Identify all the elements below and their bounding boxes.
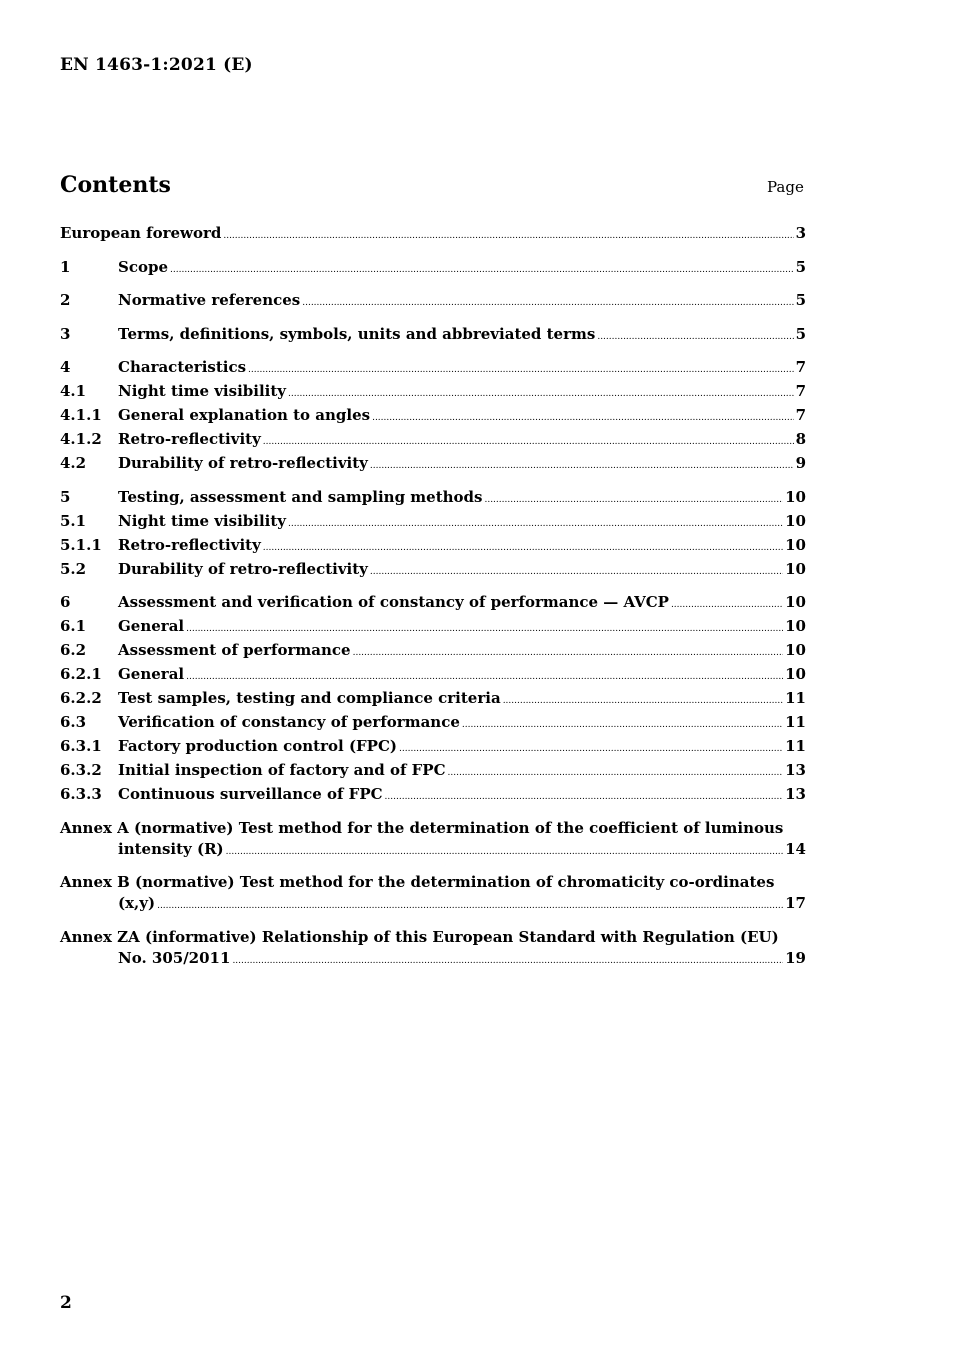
toc-entry[interactable] [60, 223, 806, 247]
toc-entry-number: 4.2 [60, 454, 87, 472]
toc-leader-dots [597, 324, 793, 348]
toc-entry[interactable] [60, 712, 806, 736]
toc-entry-number: 5 [60, 487, 71, 506]
toc-leader-dots [248, 357, 794, 381]
toc-entry-page: 19 [785, 948, 806, 967]
toc-entry-title: Durability of retro-reflectivity [118, 454, 368, 472]
toc-entry[interactable] [60, 592, 806, 616]
toc-entry[interactable] [60, 453, 806, 477]
toc-entry-title: Durability of retro-reflectivity [118, 559, 368, 578]
toc-entry-number: 5.1 [60, 511, 87, 530]
toc-entry[interactable] [60, 429, 806, 453]
toc-leader-dots [157, 893, 783, 917]
toc-entry-number: 6.3.1 [60, 737, 102, 755]
toc-entry-number: 6.1 [60, 617, 87, 635]
toc-entry-title: Continuous surveillance of FPC [118, 785, 383, 803]
toc-annex-title-line1: Annex ZA (informative) Relationship of this European Standard with Regulation (EU) [60, 927, 779, 946]
toc-leader-dots [232, 948, 783, 972]
toc-entry-page: 10 [785, 641, 806, 659]
toc-entry-page: 10 [785, 617, 806, 635]
toc-entry-number: 2 [60, 291, 71, 309]
toc-leader-dots [226, 839, 783, 863]
toc-entry-title: Night time visibility [118, 382, 287, 400]
toc-leader-dots [186, 664, 783, 688]
toc-annex-title-line2: No. 305/2011 [118, 948, 231, 967]
toc-annex-title-line2: (x,y) [118, 894, 156, 912]
toc-leader-dots [186, 616, 783, 640]
toc-entry-page: 13 [785, 761, 806, 779]
toc-annex-entry[interactable] [60, 818, 806, 863]
toc-entry-number: 1 [60, 257, 71, 276]
toc-entry-page: 11 [785, 713, 806, 731]
toc-entry-page: 3 [795, 224, 806, 242]
toc-entry-title: Scope [118, 257, 169, 276]
toc-leader-dots [484, 487, 783, 511]
toc-entry-number: 3 [60, 324, 71, 343]
toc-entry-title: Retro-reflectivity [118, 430, 261, 448]
toc-leader-dots [372, 405, 793, 429]
toc-leader-dots [170, 257, 794, 281]
toc-leader-dots [370, 453, 794, 477]
toc-entry-number: 6.2.1 [60, 665, 102, 683]
toc-entry-number: 6.3.2 [60, 761, 102, 779]
toc-entry[interactable] [60, 688, 806, 712]
toc-leader-dots [462, 712, 783, 736]
toc-entry[interactable] [60, 381, 806, 405]
toc-entry-page: 9 [795, 454, 806, 472]
toc-entry-page: 11 [785, 689, 806, 707]
toc-entry-title: General [118, 665, 185, 683]
toc-entry-title: Initial inspection of factory and of FPC [118, 761, 446, 779]
toc-entry-number: 4.1.1 [60, 406, 102, 424]
toc-leader-dots [353, 640, 784, 664]
toc-leader-dots [503, 688, 783, 712]
toc-entry[interactable] [60, 640, 806, 664]
toc-entry[interactable] [60, 405, 806, 429]
toc-leader-dots [399, 736, 783, 760]
toc-entry[interactable] [60, 616, 806, 640]
toc-entry-number: 5.2 [60, 559, 87, 578]
toc-entry-number: 6.3 [60, 713, 87, 731]
toc-entry-page: 10 [785, 665, 806, 683]
toc-leader-dots [263, 429, 794, 453]
toc-entry-number: 6 [60, 593, 71, 611]
toc-entry-page: 5 [795, 324, 806, 343]
toc-annex-title-line1: Annex A (normative) Test method for the determination of the coefficient of luminous [60, 818, 784, 837]
toc-annex-title-line2: intensity (R) [118, 839, 224, 858]
toc-entry-page: 7 [795, 358, 806, 376]
toc-entry-page: 10 [785, 511, 806, 530]
toc-entry-title: Assessment and verification of constancy of performance — AVCP [118, 593, 669, 611]
toc-annex-entry[interactable] [60, 927, 806, 972]
toc-entry-page: 10 [785, 593, 806, 611]
toc-entry[interactable] [60, 357, 806, 381]
toc-entry-page: 7 [795, 382, 806, 400]
toc-entry[interactable] [60, 535, 806, 559]
toc-entry[interactable] [60, 760, 806, 784]
toc-entry-page: 10 [785, 559, 806, 578]
toc-entry-title: Normative references [118, 291, 301, 309]
toc-entry-number: 6.2.2 [60, 689, 102, 707]
toc-leader-dots [448, 760, 784, 784]
contents-heading: Contents [60, 172, 171, 198]
toc-entry-page: 7 [795, 406, 806, 424]
toc-entry-page: 10 [785, 535, 806, 554]
toc-entry-number: 6.2 [60, 641, 87, 659]
toc-annex-title-line1: Annex B (normative) Test method for the determination of chromaticity co-ordinates [60, 873, 775, 891]
toc-entry[interactable] [60, 559, 806, 583]
toc-entry[interactable] [60, 784, 806, 808]
toc-entry-title: Characteristics [118, 358, 247, 376]
toc-entry-page: 5 [795, 291, 806, 309]
document-id: EN 1463-1:2021 (E) [60, 55, 253, 75]
table-of-contents [60, 223, 806, 972]
toc-leader-dots [671, 592, 783, 616]
toc-entry-title: Factory production control (FPC) [118, 737, 398, 755]
toc-entry-page: 5 [795, 257, 806, 276]
toc-entry-page: 10 [785, 487, 806, 506]
toc-entry[interactable] [60, 736, 806, 760]
toc-entry-title: European foreword [60, 224, 222, 242]
toc-entry-page: 13 [785, 785, 806, 803]
page-number: 2 [60, 1293, 72, 1313]
toc-entry-number: 6.3.3 [60, 785, 102, 803]
toc-entry-title: General [118, 617, 185, 635]
toc-entry-title: Testing, assessment and sampling methods [118, 487, 483, 506]
toc-entry[interactable] [60, 511, 806, 535]
toc-leader-dots [302, 290, 793, 314]
toc-entry-number: 4.1.2 [60, 430, 102, 448]
toc-annex-entry[interactable] [60, 872, 806, 917]
toc-entry-number: 4 [60, 358, 71, 376]
toc-entry-number: 4.1 [60, 382, 87, 400]
toc-entry[interactable] [60, 487, 806, 511]
toc-leader-dots [223, 223, 793, 247]
toc-entry[interactable] [60, 324, 806, 348]
toc-entry-page: 17 [785, 894, 806, 912]
toc-entry-title: Test samples, testing and compliance criteria [118, 689, 501, 707]
toc-entry-title: Verification of constancy of performance [118, 713, 460, 731]
toc-leader-dots [385, 784, 784, 808]
toc-entry-page: 11 [785, 737, 806, 755]
toc-entry[interactable] [60, 257, 806, 281]
toc-leader-dots [370, 559, 783, 583]
toc-entry-number: 5.1.1 [60, 535, 102, 554]
toc-entry-title: Retro-reflectivity [118, 535, 261, 554]
toc-leader-dots [288, 381, 794, 405]
toc-entry-title: Assessment of performance [118, 641, 351, 659]
toc-entry-title: General explanation to angles [118, 406, 371, 424]
toc-leader-dots [288, 511, 783, 535]
toc-entry[interactable] [60, 290, 806, 314]
toc-entry-page: 14 [785, 839, 806, 858]
toc-leader-dots [263, 535, 783, 559]
toc-entry-page: 8 [795, 430, 806, 448]
page-column-label: Page [767, 178, 804, 196]
toc-entry[interactable] [60, 664, 806, 688]
toc-entry-title: Terms, definitions, symbols, units and abbreviated terms [118, 324, 596, 343]
toc-entry-title: Night time visibility [118, 511, 287, 530]
